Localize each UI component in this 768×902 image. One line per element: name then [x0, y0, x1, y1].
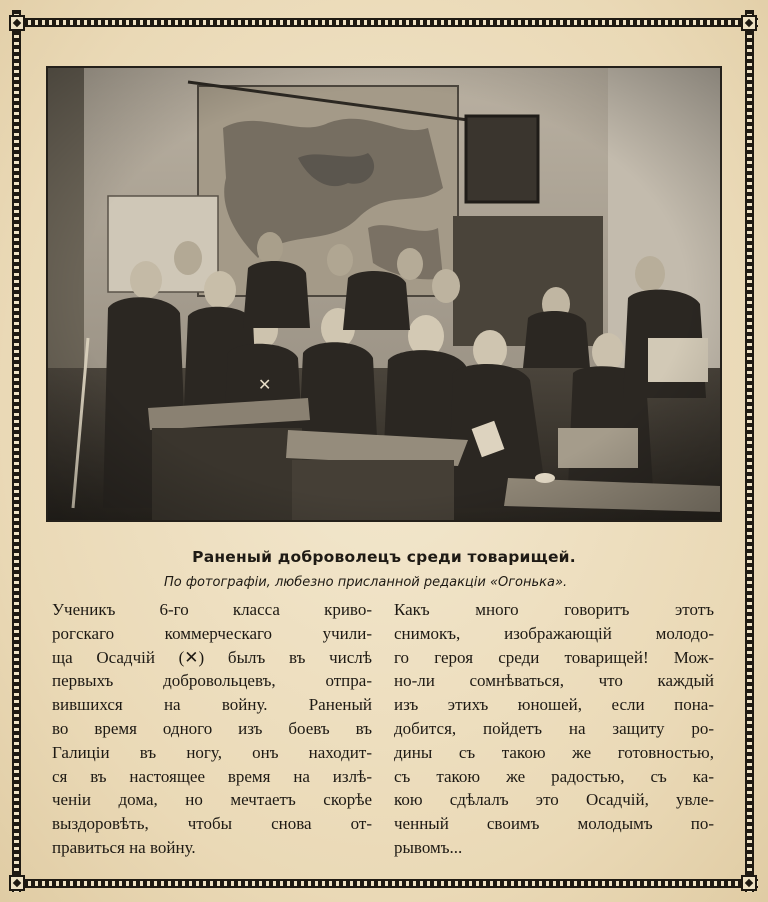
text-line: съ такою же радостью, съ ка- — [394, 766, 714, 786]
text-line: во время одного изъ боевъ въ — [52, 718, 372, 738]
text-line: рогскаго коммерческаго учили- — [52, 623, 372, 643]
caption-credit: По фотографіи, любезно присланной редакціи «Огонька». — [164, 575, 568, 590]
text-line: ченный своимъ молодымъ по- — [394, 814, 714, 834]
text-line: Галиціи въ ногу, онъ находит- — [52, 742, 372, 762]
text-line: го героя среди товарищей! Мож- — [394, 647, 714, 667]
class-photograph — [46, 66, 722, 522]
corner-ornament — [741, 875, 757, 891]
text-line: правиться на войну. — [52, 837, 196, 857]
corner-ornament — [741, 15, 757, 31]
text-line: ща Осадчій (✕) былъ въ числѣ — [52, 647, 372, 667]
text-line: первыхъ добровольцевъ, отпра- — [52, 671, 372, 691]
caption-title: Раненый доброволецъ среди товарищей. — [192, 548, 576, 566]
text-line: дины съ такою же готовностью, — [394, 742, 714, 762]
text-line: выздоровѣть, чтобы снова от- — [52, 814, 372, 834]
text-line: рывомъ... — [394, 837, 463, 857]
text-line: добится, пойдетъ на защиту ро- — [394, 718, 714, 738]
text-line: но-ли сомнѣваться, что каждый — [394, 671, 714, 691]
text-line: Какъ много говоритъ этотъ — [394, 600, 714, 619]
text-line: ченіи дома, но мечтаетъ скорѣе — [52, 790, 372, 810]
border-right — [745, 10, 754, 892]
text-line: изъ этихъ юношей, если пона- — [394, 695, 714, 715]
left-paragraph — [52, 598, 372, 860]
right-column — [394, 598, 714, 860]
right-paragraph — [394, 598, 714, 860]
corner-ornament — [9, 875, 25, 891]
left-column — [52, 598, 372, 860]
corner-ornament — [9, 15, 25, 31]
text-line: кою сдѣлалъ это Осадчій, увле- — [394, 790, 714, 810]
text-line: вившихся на войну. Раненый — [52, 695, 372, 715]
text-line: Ученикъ 6-го класса криво- — [52, 600, 372, 619]
border-left — [12, 10, 21, 892]
text-line: снимокъ, изображающій молодо- — [394, 623, 714, 643]
border-top — [10, 18, 758, 27]
text-line: ся въ настоящее время на излѣ- — [52, 766, 372, 786]
border-bottom — [10, 879, 758, 888]
